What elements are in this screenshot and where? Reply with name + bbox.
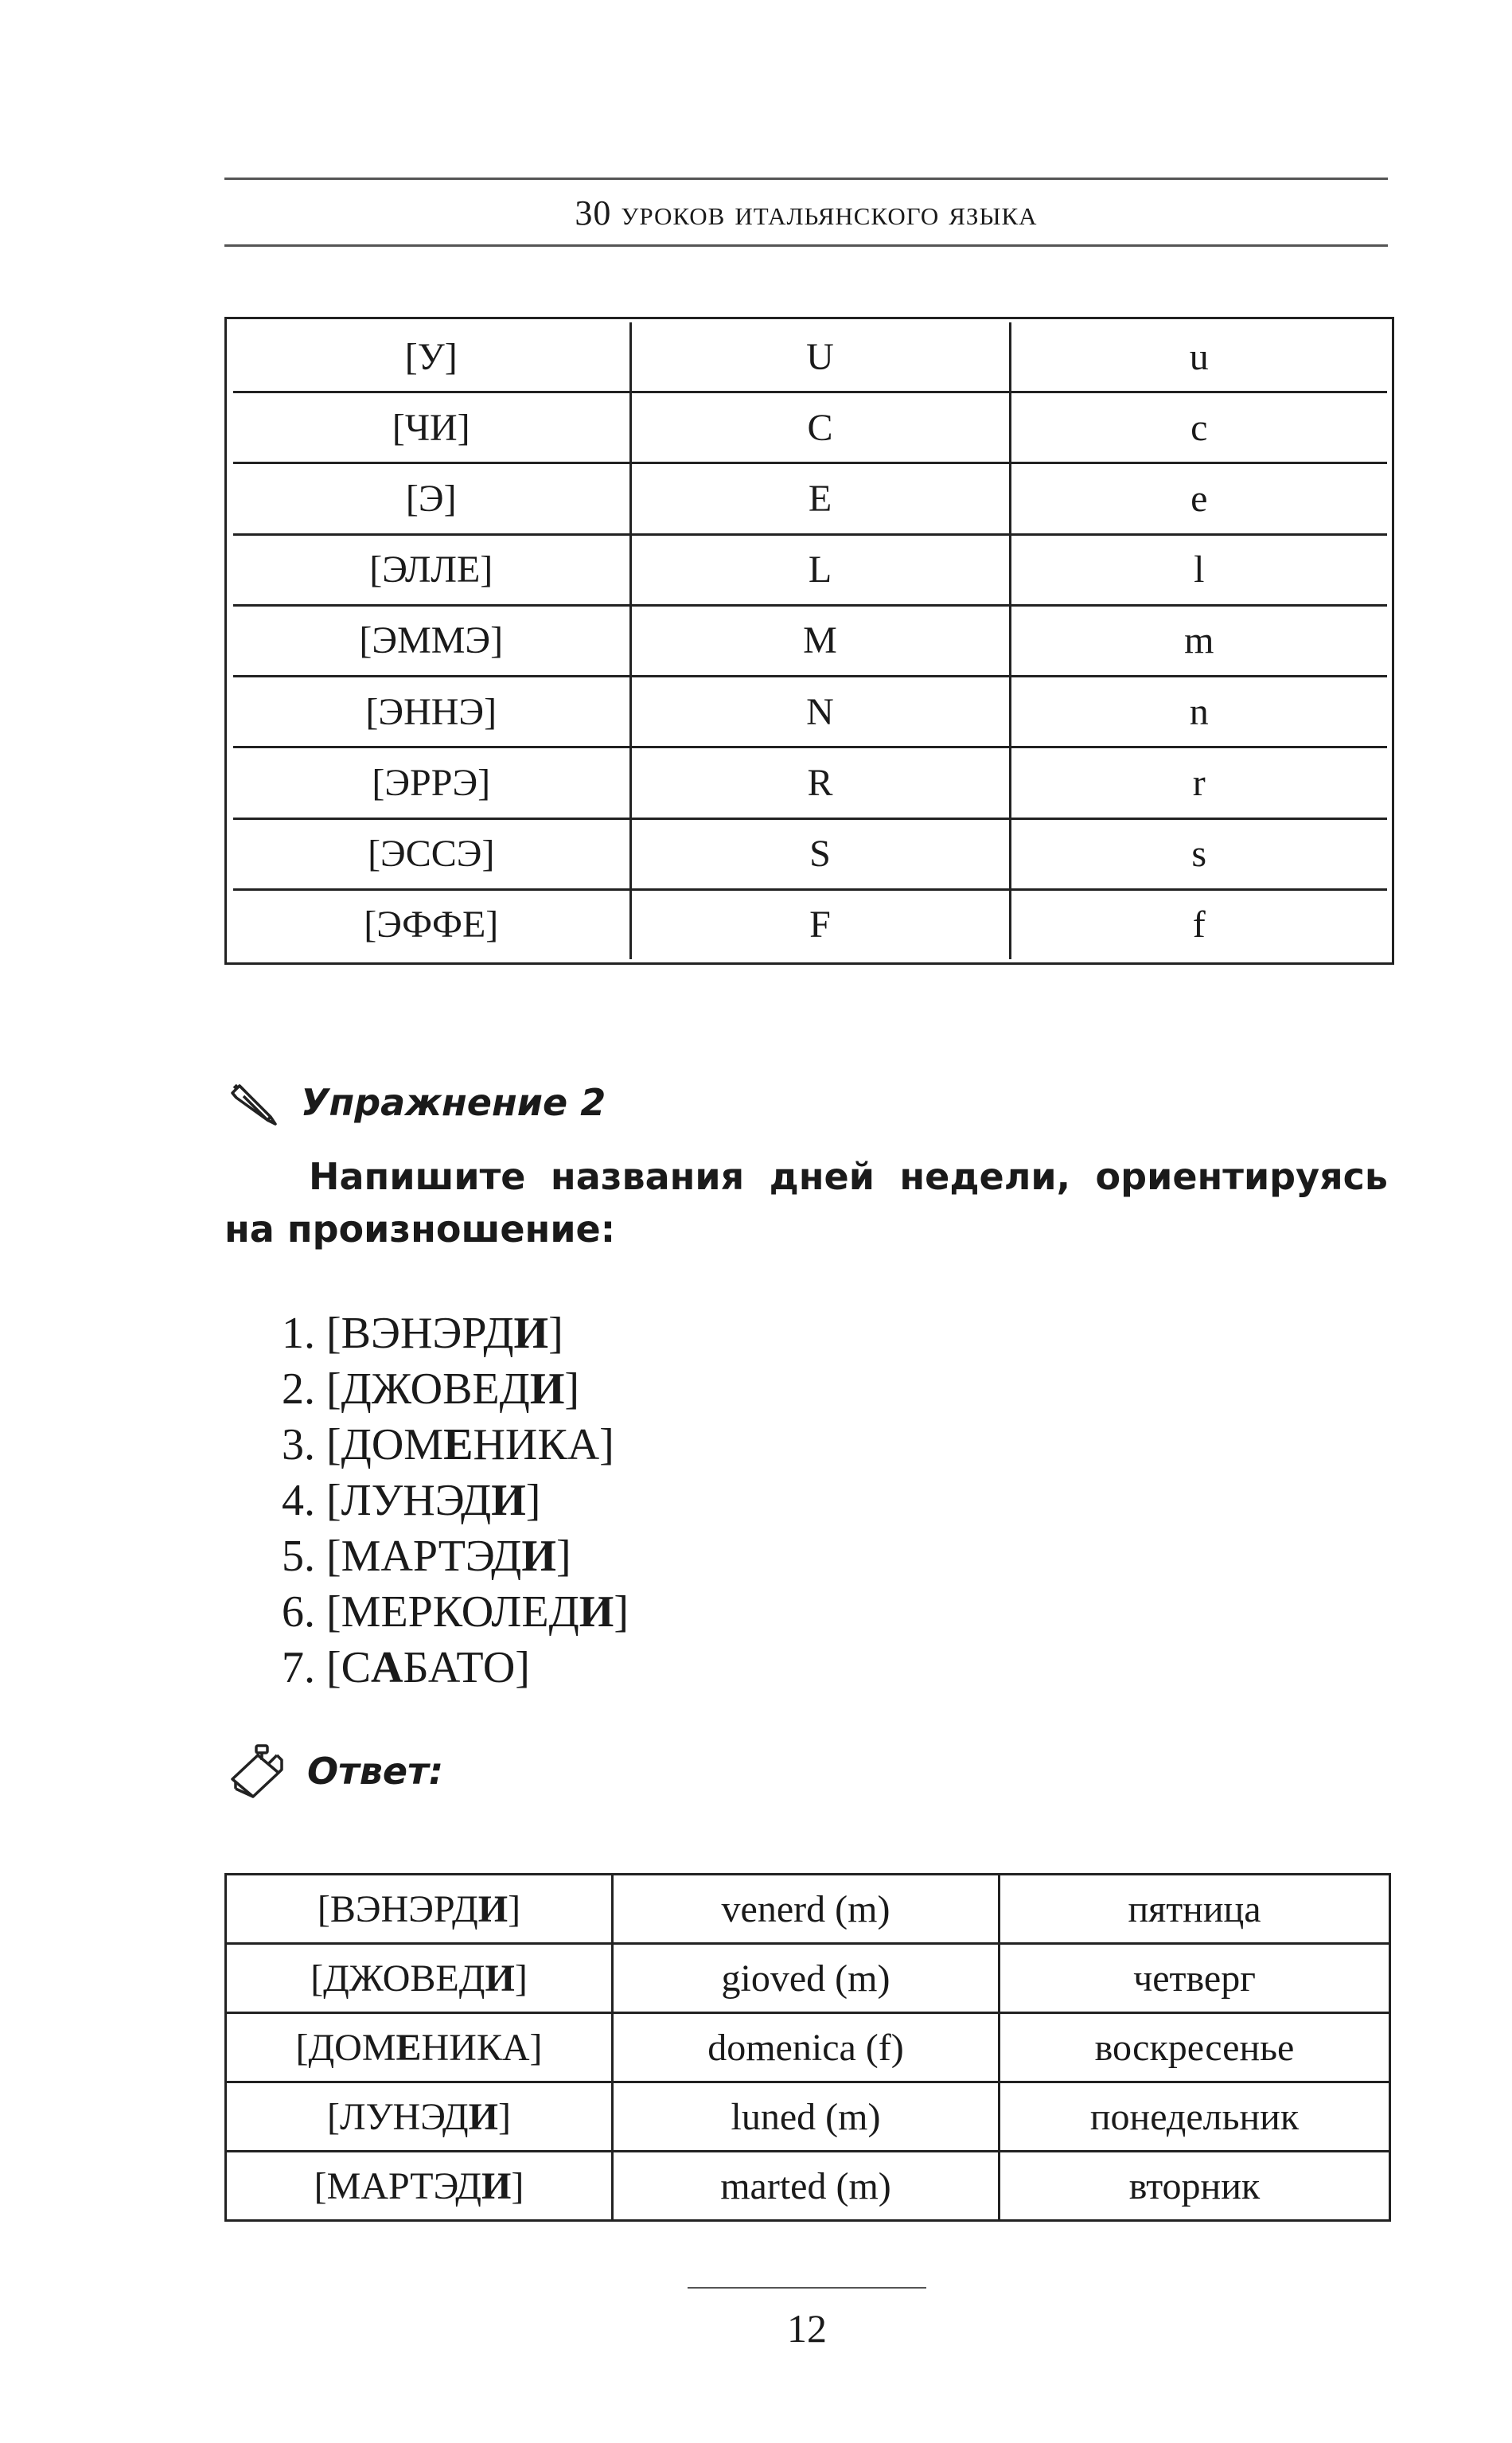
pronunciation-cell: [У] <box>233 322 630 392</box>
word-start: [ВЭНЭРД <box>317 1887 478 1930</box>
uppercase-letter-cell: L <box>630 534 1010 605</box>
header-rule-top <box>224 178 1388 180</box>
word-start: [ЛУНЭД <box>326 1476 492 1525</box>
stressed-vowel: Е <box>396 2026 422 2069</box>
list-item <box>282 1305 629 1361</box>
answer-title: Ответ: <box>307 1750 444 1793</box>
pronunciation-cell: [ЭССЭ] <box>233 818 630 889</box>
table-row <box>233 889 1387 959</box>
item-number: 2. <box>282 1364 315 1414</box>
list-item <box>282 1417 629 1473</box>
word-start: [ВЭНЭРД <box>326 1309 514 1358</box>
stressed-vowel: И <box>491 1476 526 1525</box>
list-item <box>282 1528 629 1584</box>
italian-word-cell: gioved (m) <box>613 1944 1000 2013</box>
word-end: ] <box>548 1309 563 1358</box>
stressed-vowel: И <box>481 2164 512 2207</box>
word-start: [МАРТЭД <box>326 1532 522 1581</box>
word-end: НИКА] <box>473 1420 614 1469</box>
list-item <box>282 1584 629 1640</box>
alphabet-table-frame <box>224 317 1394 965</box>
item-number: 1. <box>282 1309 315 1358</box>
table-row <box>233 392 1387 463</box>
table-row <box>233 605 1387 676</box>
word-end: БАТО] <box>403 1643 530 1692</box>
pronunciation-cell: [ЭЛЛЕ] <box>233 534 630 605</box>
exercise-heading <box>229 1071 606 1134</box>
stressed-vowel: И <box>485 1957 515 2000</box>
pronunciation-cell: [ЭННЭ] <box>233 677 630 747</box>
lowercase-letter-cell: n <box>1010 677 1387 747</box>
word-end: ] <box>511 2164 524 2207</box>
exercise-instruction: Напишите названия дней недели, ориентируясь на произношение: <box>224 1155 1388 1251</box>
word-start: [МЕРКОЛЕД <box>326 1587 579 1637</box>
pronunciation-cell <box>226 1944 613 2013</box>
list-item <box>282 1473 629 1528</box>
table-row <box>233 677 1387 747</box>
russian-word-cell: четверг <box>1000 1944 1390 2013</box>
table-row <box>226 1944 1390 2013</box>
pencil-icon <box>229 1079 279 1126</box>
stressed-vowel: И <box>513 1309 549 1358</box>
pronunciation-cell: [ЭММЭ] <box>233 605 630 676</box>
pronunciation-cell <box>226 2082 613 2152</box>
lowercase-letter-cell: r <box>1010 747 1387 818</box>
item-number: 6. <box>282 1587 315 1637</box>
italian-word-cell: venerd (m) <box>613 1875 1000 1944</box>
pronunciation-cell: [ЭРРЭ] <box>233 747 630 818</box>
uppercase-letter-cell: U <box>630 322 1010 392</box>
pronunciation-cell <box>226 1875 613 1944</box>
uppercase-letter-cell: M <box>630 605 1010 676</box>
word-start: [ДОМ <box>326 1420 444 1469</box>
table-row <box>233 322 1387 392</box>
russian-word-cell: воскресенье <box>1000 2013 1390 2082</box>
uppercase-letter-cell: C <box>630 392 1010 463</box>
word-start: [ДЖОВЕД <box>326 1364 530 1414</box>
stressed-vowel: И <box>579 1587 614 1637</box>
word-start: [С <box>326 1643 371 1692</box>
word-end: ] <box>508 1887 521 1930</box>
stressed-vowel: И <box>521 1532 556 1581</box>
table-row <box>233 534 1387 605</box>
lowercase-letter-cell: l <box>1010 534 1387 605</box>
item-number: 7. <box>282 1643 315 1692</box>
lowercase-letter-cell: f <box>1010 889 1387 959</box>
table-row <box>226 2152 1390 2221</box>
answer-table <box>224 1873 1391 2222</box>
alphabet-table <box>233 322 1387 959</box>
running-header: 30 уроков итальянского языка <box>575 193 1038 232</box>
pronunciation-cell <box>226 2152 613 2221</box>
clipboard-icon <box>229 1742 285 1800</box>
russian-word-cell: понедельник <box>1000 2082 1390 2152</box>
pronunciation-cell <box>226 2013 613 2082</box>
table-row <box>226 2082 1390 2152</box>
italian-word-cell: luned (m) <box>613 2082 1000 2152</box>
list-item <box>282 1640 629 1696</box>
footer-rule <box>688 2287 926 2289</box>
exercise-title: Упражнение 2 <box>301 1081 606 1124</box>
russian-word-cell: пятница <box>1000 1875 1390 1944</box>
pronunciation-cell: [ЭФФЕ] <box>233 889 630 959</box>
stressed-vowel: А <box>371 1643 403 1692</box>
word-end: ] <box>614 1587 629 1637</box>
lowercase-letter-cell: e <box>1010 463 1387 534</box>
uppercase-letter-cell: F <box>630 889 1010 959</box>
italian-word-cell: domenica (f) <box>613 2013 1000 2082</box>
pronunciation-list <box>282 1305 629 1696</box>
stressed-vowel: И <box>468 2095 498 2138</box>
uppercase-letter-cell: S <box>630 818 1010 889</box>
word-start: [ДЖОВЕД <box>310 1957 485 2000</box>
word-end: НИКА] <box>421 2026 543 2069</box>
table-row <box>233 463 1387 534</box>
stressed-vowel: И <box>529 1364 565 1414</box>
uppercase-letter-cell: N <box>630 677 1010 747</box>
italian-word-cell: marted (m) <box>613 2152 1000 2221</box>
table-row <box>233 818 1387 889</box>
russian-word-cell: вторник <box>1000 2152 1390 2221</box>
word-end: ] <box>514 1957 528 2000</box>
header-rule-bottom <box>224 244 1388 247</box>
stressed-vowel: И <box>477 1887 509 1930</box>
lowercase-letter-cell: m <box>1010 605 1387 676</box>
word-start: [МАРТЭД <box>314 2164 481 2207</box>
table-row <box>226 2013 1390 2082</box>
lowercase-letter-cell: u <box>1010 322 1387 392</box>
pronunciation-cell: [ЧИ] <box>233 392 630 463</box>
word-end: ] <box>497 2095 511 2138</box>
pronunciation-cell: [Э] <box>233 463 630 534</box>
word-start: [ДОМ <box>295 2026 396 2069</box>
table-row <box>226 1875 1390 1944</box>
item-number: 4. <box>282 1476 315 1525</box>
word-end: ] <box>555 1532 571 1581</box>
uppercase-letter-cell: E <box>630 463 1010 534</box>
word-end: ] <box>564 1364 580 1414</box>
page-number: 12 <box>787 2306 827 2351</box>
word-start: [ЛУНЭД <box>327 2095 469 2138</box>
uppercase-letter-cell: R <box>630 747 1010 818</box>
item-number: 3. <box>282 1420 315 1469</box>
lowercase-letter-cell: c <box>1010 392 1387 463</box>
item-number: 5. <box>282 1532 315 1581</box>
answer-heading <box>229 1739 443 1803</box>
table-row <box>233 747 1387 818</box>
list-item <box>282 1361 629 1417</box>
word-end: ] <box>525 1476 541 1525</box>
lowercase-letter-cell: s <box>1010 818 1387 889</box>
stressed-vowel: Е <box>443 1420 473 1469</box>
